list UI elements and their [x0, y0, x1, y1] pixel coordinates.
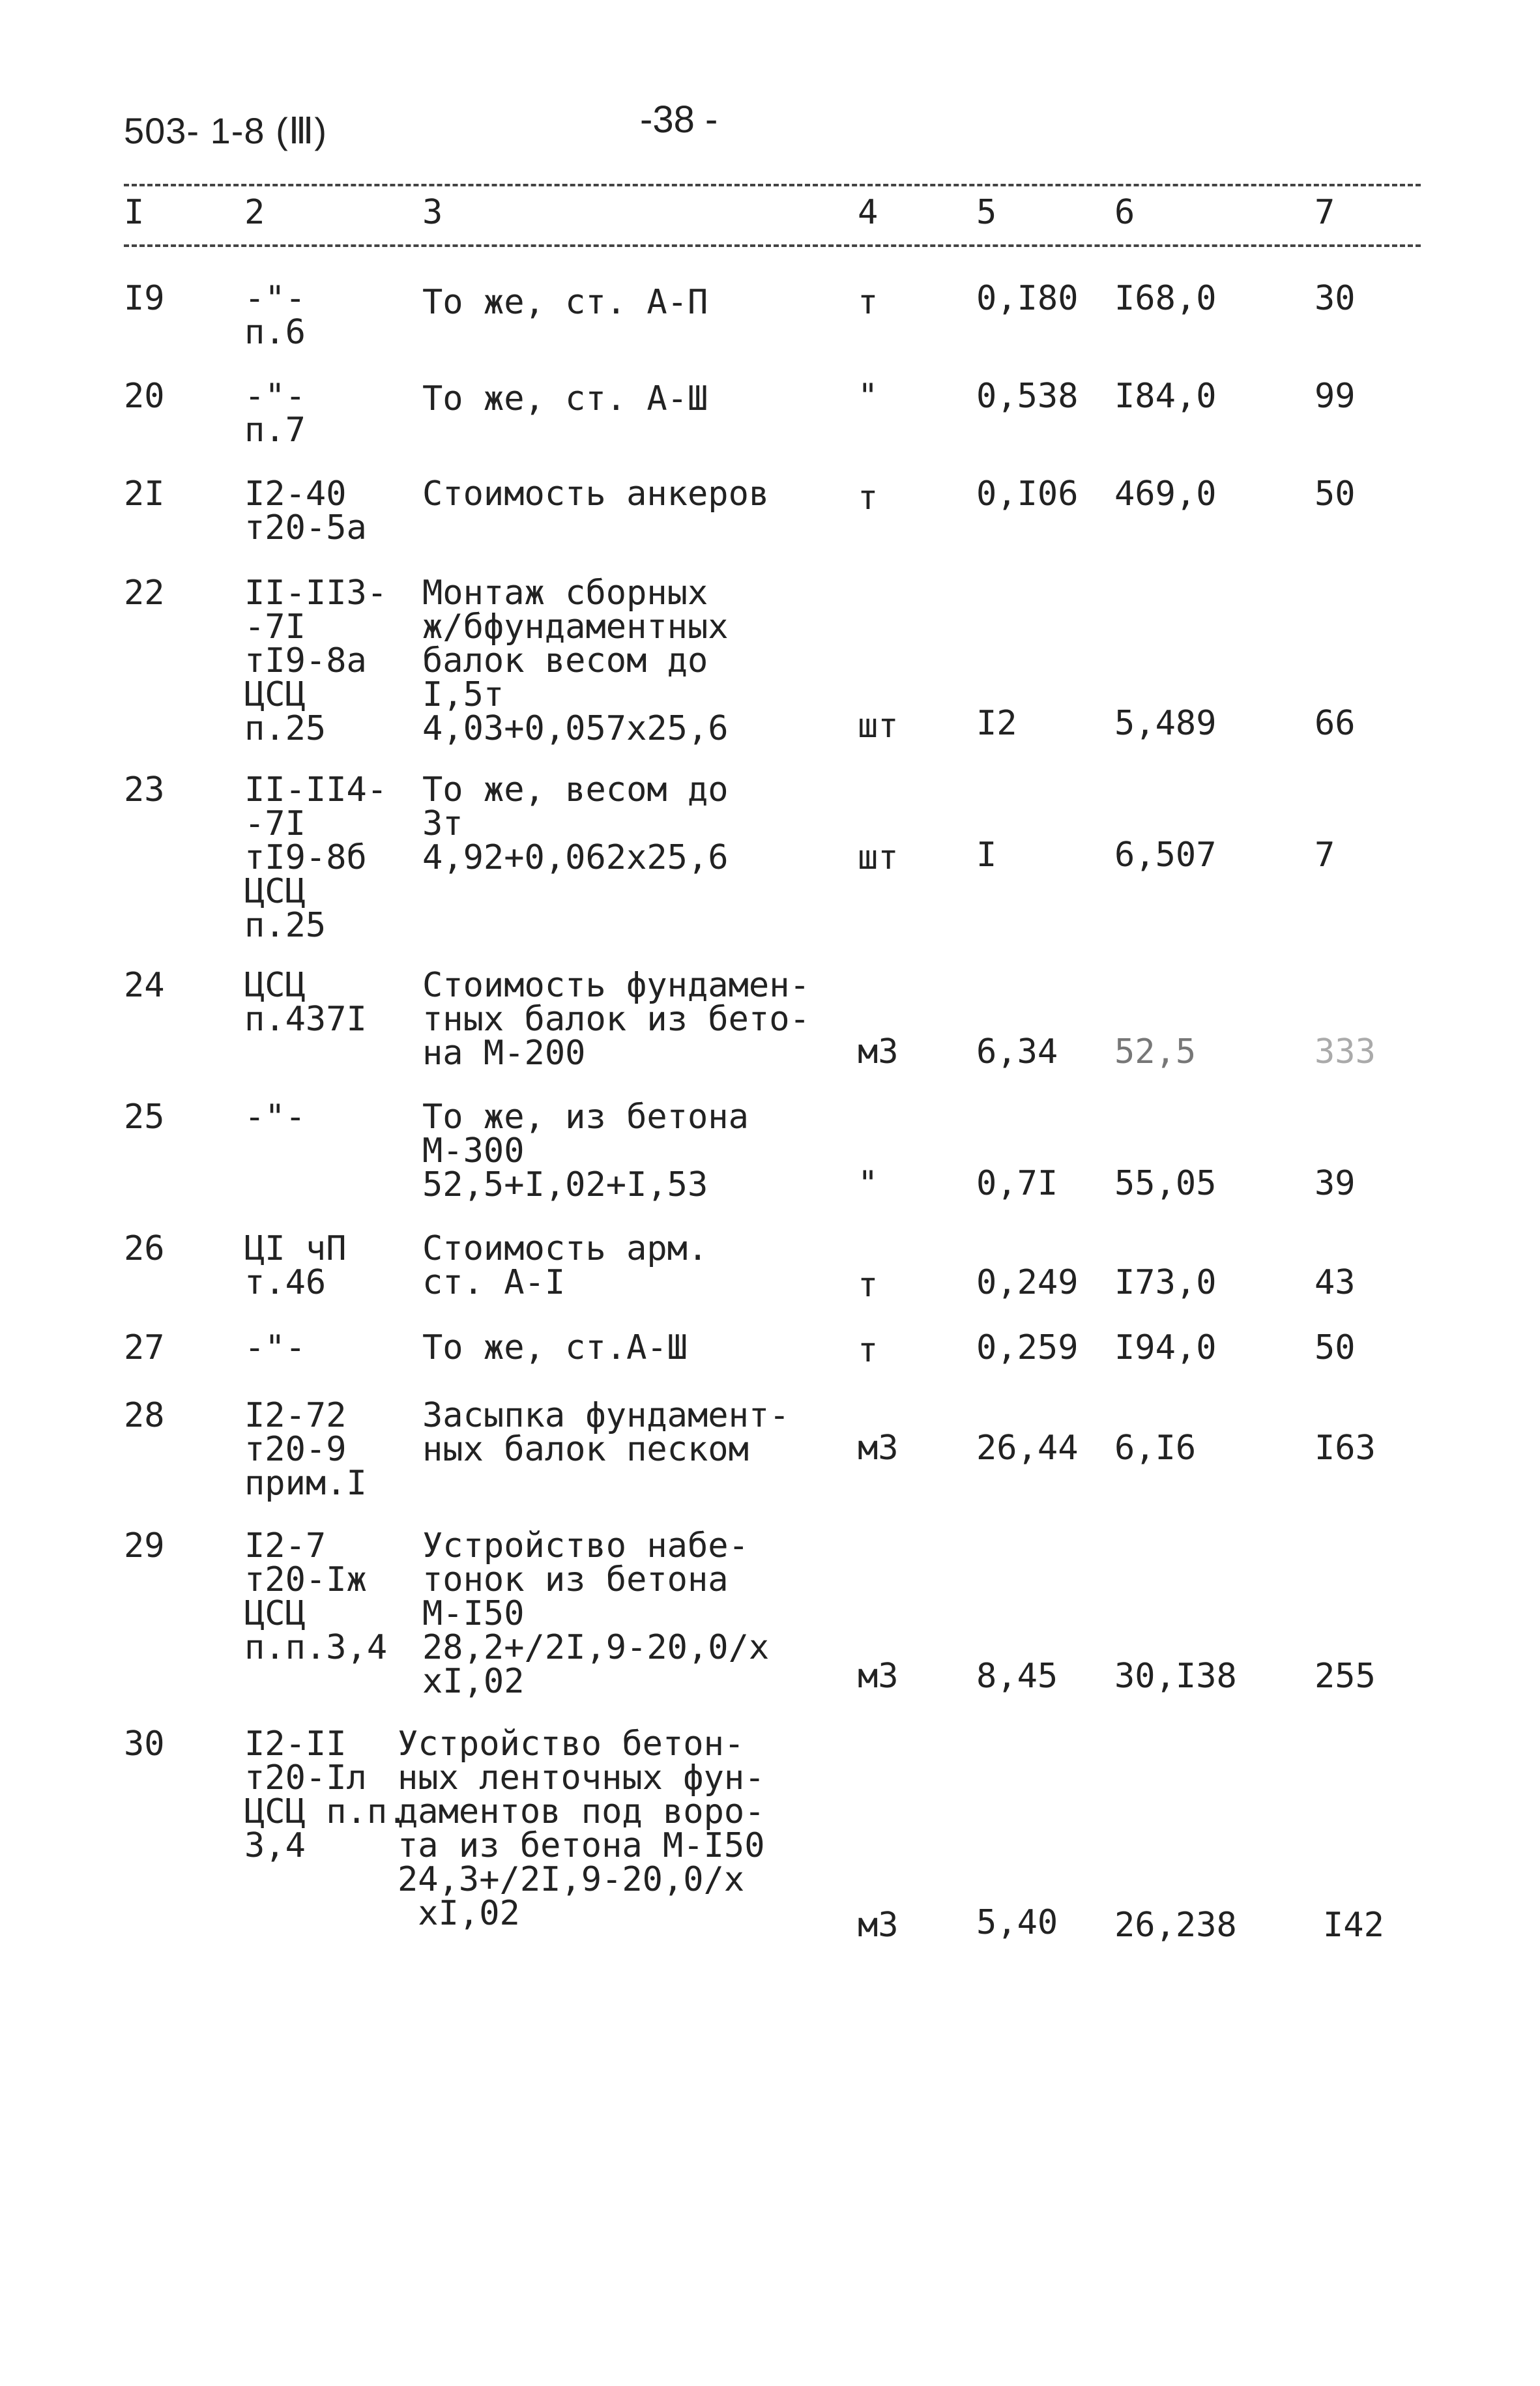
row-28-description: Засыпка фундамент- ных балок песком — [422, 1396, 790, 1469]
row-23-unit: шт — [858, 838, 899, 877]
row-21-number: 2I — [124, 474, 165, 514]
header-top-rule — [124, 184, 1421, 186]
row-27-quantity: 0,259 — [976, 1328, 1079, 1367]
column-header-1: I — [124, 193, 145, 232]
row-23-total: 7 — [1315, 836, 1335, 875]
header-bottom-rule — [124, 244, 1421, 247]
row-22-unit-price: 5,489 — [1114, 704, 1217, 743]
row-27-unit-price: I94,0 — [1114, 1328, 1217, 1367]
row-21-unit: т — [858, 478, 879, 517]
column-header-4: 4 — [858, 193, 879, 232]
row-23-number: 23 — [124, 770, 165, 809]
row-28-unit-price: 6,I6 — [1114, 1429, 1197, 1468]
column-header-3: 3 — [422, 193, 443, 232]
row-26-unit-price: I73,0 — [1114, 1263, 1217, 1302]
row-20-total: 99 — [1315, 377, 1356, 416]
row-24-number: 24 — [124, 966, 165, 1005]
row-24-unit: м3 — [858, 1032, 899, 1071]
row-25-unit: " — [858, 1164, 879, 1203]
row-30-unit-price: 26,238 — [1114, 1906, 1237, 1945]
row-21-total: 50 — [1315, 474, 1356, 514]
row-29-unit-price: 30,I38 — [1114, 1657, 1237, 1696]
row-21-reference: I2-40 т20-5а — [244, 474, 367, 547]
row-29-reference: I2-7 т20-Iж ЦСЦ п.п.3,4 — [244, 1526, 388, 1667]
row-30-quantity: 5,40 — [976, 1903, 1058, 1942]
row-27-total: 50 — [1315, 1328, 1356, 1367]
row-24-total: 333 — [1315, 1032, 1376, 1071]
row-24-reference: ЦСЦ п.437I — [244, 966, 367, 1039]
row-27-reference: -"- — [244, 1328, 306, 1367]
row-25-reference: -"- — [244, 1098, 306, 1137]
row-22-quantity: I2 — [976, 704, 1017, 743]
row-28-total: I63 — [1315, 1429, 1376, 1468]
row-26-unit: т — [858, 1266, 879, 1305]
row-27-description: То же, ст.А-Ш — [422, 1328, 688, 1367]
row-26-description: Стоимость арм. ст. А-I — [422, 1229, 708, 1302]
row-25-number: 25 — [124, 1098, 165, 1137]
row-19-unit-price: I68,0 — [1114, 279, 1217, 318]
row-22-number: 22 — [124, 574, 165, 613]
row-29-total: 255 — [1315, 1657, 1376, 1696]
row-23-quantity: I — [976, 836, 997, 875]
row-20-unit-price: I84,0 — [1114, 377, 1217, 416]
row-26-number: 26 — [124, 1229, 165, 1268]
row-27-number: 27 — [124, 1328, 165, 1367]
row-25-description: То же, из бетона М-300 52,5+I,02+I,53 — [422, 1098, 749, 1204]
row-24-quantity: 6,34 — [976, 1032, 1058, 1071]
row-23-description: То же, весом до 3т 4,92+0,062х25,6 — [422, 770, 729, 877]
row-19-total: 30 — [1315, 279, 1356, 318]
row-22-reference: II-II3- -7I тI9-8а ЦСЦ п.25 — [244, 574, 388, 748]
row-30-reference: I2-II т20-Iл ЦСЦ п.п. 3,4 — [244, 1724, 408, 1865]
row-30-description: Устройство бетон- ных ленточных фун- даментов под воро- та из бетона М-I50 24,3+/2I,9-20,0/х xI,02 — [398, 1724, 765, 1933]
row-30-number: 30 — [124, 1724, 165, 1764]
column-header-5: 5 — [976, 193, 997, 232]
row-22-description: Монтаж сборных ж/бфундаментных балок весом до I,5т 4,03+0,057х25,6 — [422, 574, 729, 748]
row-21-description: Стоимость анкеров — [422, 474, 770, 514]
row-20-unit: " — [858, 377, 879, 416]
row-28-unit: м3 — [858, 1429, 899, 1468]
document-code: 503- 1-8 (Ⅲ) — [124, 110, 328, 151]
row-29-unit: м3 — [858, 1657, 899, 1696]
row-30-unit: м3 — [858, 1906, 899, 1945]
row-29-quantity: 8,45 — [976, 1657, 1058, 1696]
row-23-unit-price: 6,507 — [1114, 836, 1217, 875]
row-24-unit-price: 52,5 — [1114, 1032, 1197, 1071]
row-24-description: Стоимость фундамен- тных балок из бето- на М-200 — [422, 966, 810, 1073]
row-25-total: 39 — [1315, 1164, 1356, 1203]
row-27-unit: т — [858, 1331, 879, 1370]
row-19-quantity: 0,I80 — [976, 279, 1079, 318]
row-20-quantity: 0,538 — [976, 377, 1079, 416]
row-20-description: То же, ст. А-Ш — [422, 379, 708, 418]
row-23-reference: II-II4- -7I тI9-8б ЦСЦ п.25 — [244, 770, 388, 945]
row-25-unit-price: 55,05 — [1114, 1164, 1217, 1203]
row-28-number: 28 — [124, 1396, 165, 1435]
row-28-quantity: 26,44 — [976, 1429, 1079, 1468]
column-header-7: 7 — [1315, 193, 1335, 232]
row-26-reference: ЦI чП т.46 — [244, 1229, 347, 1302]
row-26-total: 43 — [1315, 1263, 1356, 1302]
row-21-quantity: 0,I06 — [976, 474, 1079, 514]
page-number: -38 - — [640, 98, 718, 141]
row-30-total: I42 — [1323, 1906, 1384, 1945]
row-19-reference: -"- п.6 — [244, 279, 306, 352]
row-19-unit: т — [858, 283, 879, 322]
column-header-2: 2 — [244, 193, 265, 232]
row-20-number: 20 — [124, 377, 165, 416]
row-29-number: 29 — [124, 1526, 165, 1565]
row-19-description: То же, ст. А-П — [422, 283, 708, 322]
row-19-number: I9 — [124, 279, 165, 318]
row-25-quantity: 0,7I — [976, 1164, 1058, 1203]
column-header-6: 6 — [1114, 193, 1135, 232]
row-22-unit: шт — [858, 706, 899, 746]
row-20-reference: -"- п.7 — [244, 377, 306, 450]
row-28-reference: I2-72 т20-9 прим.I — [244, 1396, 367, 1503]
row-22-total: 66 — [1315, 704, 1356, 743]
row-29-description: Устройство набе- тонок из бетона М-I50 28,2+/2I,9-20,0/х хI,02 — [422, 1526, 770, 1701]
row-21-unit-price: 469,0 — [1114, 474, 1217, 514]
row-26-quantity: 0,249 — [976, 1263, 1079, 1302]
